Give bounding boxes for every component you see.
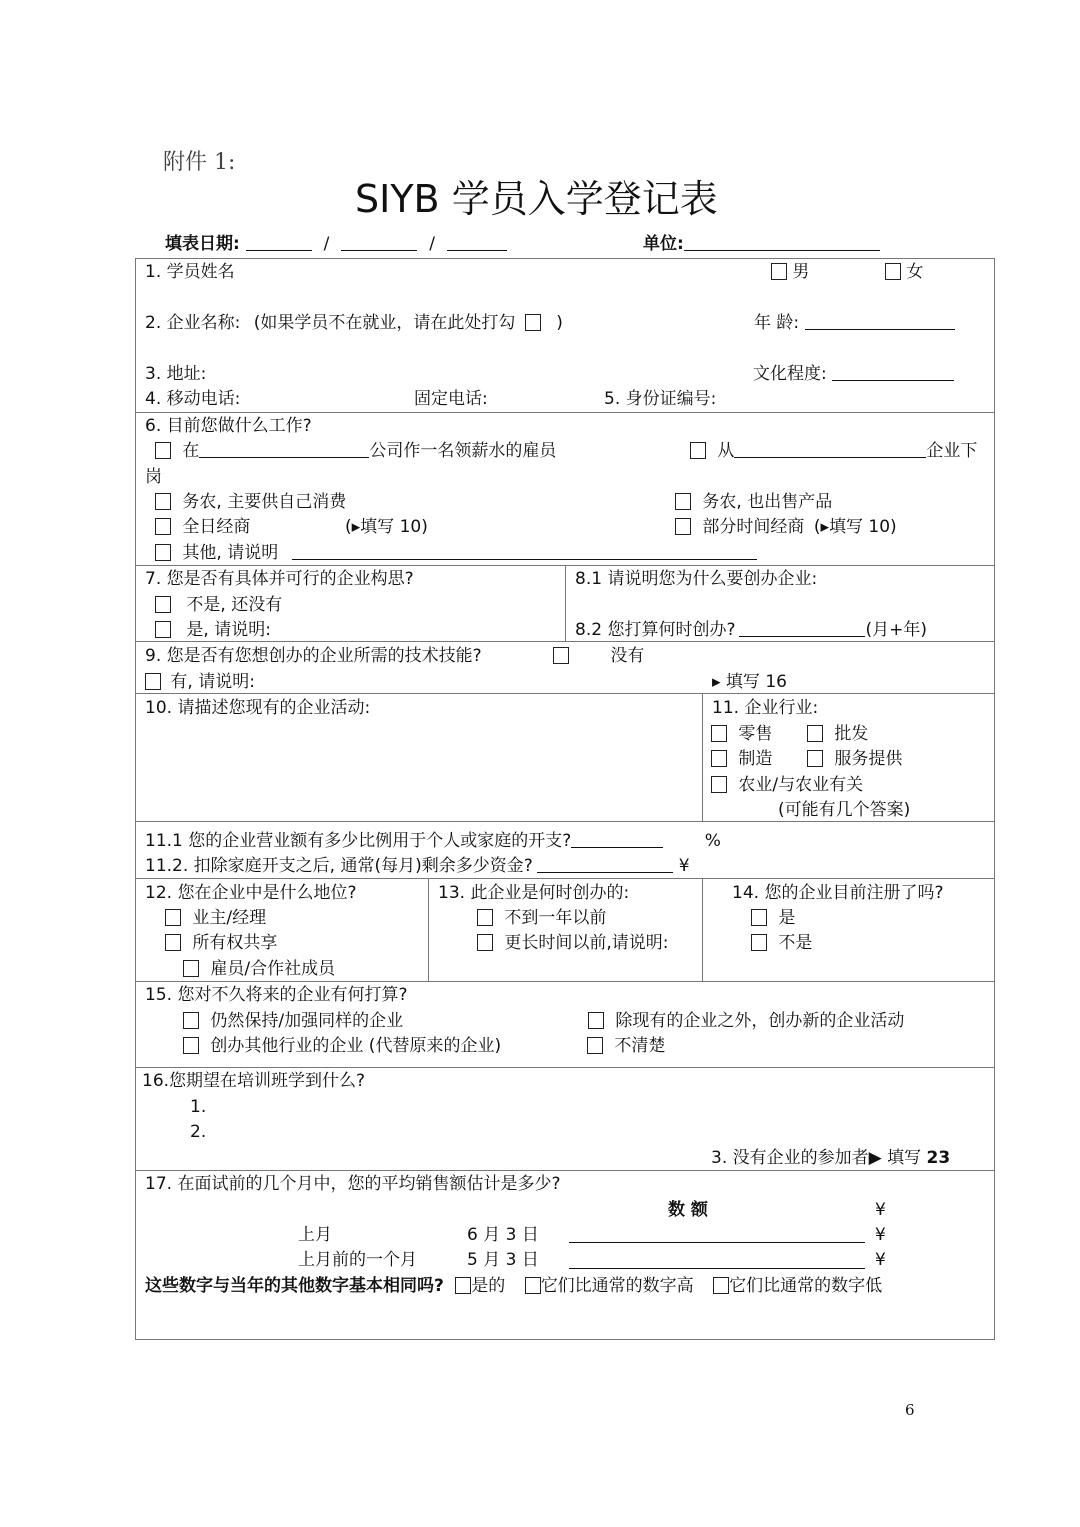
at-label: 在 [182,441,200,461]
fulltime-checkbox[interactable] [155,518,171,535]
unclear-checkbox[interactable] [587,1037,603,1054]
retail-label: 零售 [738,724,773,744]
agri-label: 农业/与农业有关 [738,775,864,795]
q15-label: 15. 您对不久将来的企业有何打算? [145,985,408,1005]
wholesale-checkbox[interactable] [807,725,823,742]
q14-label: 14. 您的企业目前注册了吗? [732,883,944,903]
divider [135,878,995,879]
company-name-row [145,313,563,333]
fulltime-label: 全日经商 [182,517,251,537]
farm-sell-checkbox[interactable] [675,493,691,510]
registered-yes [751,908,795,928]
q9-yes [145,672,255,692]
start-date-input[interactable] [739,620,865,637]
divider [135,821,995,822]
q16-item-2: 2. [190,1122,207,1142]
fill10-b: (▸填写 10) [813,517,897,537]
laidoff-label: 企业下 [926,441,978,461]
employee-label: 公司作一名领薪水的雇员 [369,441,557,461]
other-industry-checkbox[interactable] [183,1037,199,1054]
plan-unclear [587,1036,665,1056]
date-year-input[interactable] [447,234,507,251]
unemployed-note-close: ) [556,313,563,333]
page-number: 6 [905,1401,915,1419]
role-shared [165,933,277,953]
wholesale-label: 批发 [834,724,869,744]
same-label: 是的 [471,1276,506,1296]
unemployed-checkbox[interactable] [525,314,541,331]
role-member [183,959,335,979]
page-title: SIYB 学员入学登记表 [355,177,718,221]
q6-farm-self [155,492,346,512]
date-sep-1: / [323,234,330,254]
date-month-input[interactable] [341,234,417,251]
education-input[interactable] [832,364,954,381]
divider [135,693,995,694]
skills-yes-checkbox[interactable] [145,673,161,690]
prev-month-label: 上月前的一个月 [298,1250,417,1270]
fill10-a: (▸填写 10) [345,517,428,537]
q7-yes [155,620,271,640]
owner-label: 业主/经理 [192,908,267,928]
keep-checkbox[interactable] [183,1012,199,1029]
company-name-label: 2. 企业名称: [145,313,241,333]
expense-pct-input[interactable] [571,831,663,848]
education-field [753,364,954,384]
multiple-answers-note: (可能有几个答案) [778,800,911,820]
member-checkbox[interactable] [183,960,199,977]
divider [702,878,703,981]
percent-sign: % [704,831,721,851]
q12-label: 12. 您在企业中是什么地位? [145,883,357,903]
date-sep-2: / [429,234,435,254]
idea-yes-checkbox[interactable] [155,621,171,638]
compare-row [145,1276,882,1296]
new-activity-label: 除现有的企业之外，创办新的企业活动 [615,1011,905,1031]
unit-label: 单位: [643,234,684,254]
lt1-label: 不到一年以前 [504,908,607,928]
unemployed-note: (如果学员不在就业，请在此处打勾 [253,313,516,333]
divider [565,565,566,641]
other-label: 其他, 请说明 [182,543,279,563]
higher-label: 它们比通常的数字高 [540,1276,694,1296]
longer-checkbox[interactable] [477,934,493,951]
fill23-number: 23 [926,1148,951,1168]
farm-self-label: 务农, 主要供自己消费 [182,492,347,512]
divider [135,1170,995,1171]
member-label: 雇员/合作社成员 [210,959,336,979]
lt1-checkbox[interactable] [477,909,493,926]
q6-farm-sell [675,492,832,512]
manufacture-checkbox[interactable] [711,750,727,767]
last-month-yen: ¥ [875,1225,886,1245]
lower-label: 它们比通常的数字低 [729,1276,883,1296]
q6-employee [155,441,556,461]
remaining-funds-input[interactable] [537,856,673,873]
last-month-label: 上月 [298,1225,332,1245]
industry-retail [711,724,772,744]
q11-2-label: 11.2. 扣除家庭开支之后, 通常(每月)剩余多少资金? [145,856,533,876]
farm-sell-label: 务农, 也出售产品 [702,492,833,512]
plan-keep [183,1011,403,1031]
registered-yes-label: 是 [778,908,796,928]
q6-laidoff [690,441,977,461]
q7-label: 7. 您是否有具体并可行的企业构思? [145,569,414,589]
q16-item-3 [711,1148,950,1168]
unit-input[interactable] [684,234,880,251]
amount-header: 数 额 [668,1200,708,1220]
new-activity-checkbox[interactable] [588,1012,604,1029]
unclear-label: 不清楚 [614,1036,666,1056]
idea-yes-label: 是, 请说明: [186,620,271,640]
industry-wholesale [807,724,868,744]
industry-service [807,749,902,769]
divider [135,412,995,413]
q17-label: 17. 在面试前的几个月中，您的平均销售额估计是多少? [145,1174,561,1194]
age-label: 年 龄: [754,313,800,333]
divider [135,981,995,982]
founded-longer [477,933,669,953]
service-checkbox[interactable] [807,750,823,767]
landline-label: 固定电话: [414,389,488,409]
industry-manufacture [711,749,772,769]
plan-new [588,1011,904,1031]
lower-checkbox[interactable] [713,1277,729,1294]
laidoff-checkbox[interactable] [690,442,706,459]
from-label: 从 [717,441,735,461]
prev-month-date: 5 月 3 日 [467,1250,539,1270]
q8-2-row [575,620,927,640]
plan-other [183,1036,501,1056]
q16-label: 16.您期望在培训班学到什么? [142,1071,366,1091]
idea-no-label: 不是, 还没有 [186,595,283,615]
male-label: 男 [792,262,810,282]
registered-no-checkbox[interactable] [751,934,767,951]
retail-checkbox[interactable] [711,725,727,742]
mobile-label: 4. 移动电话: [145,389,241,409]
age-field [754,313,955,333]
gender-female [885,262,923,282]
compare-label: 这些数字与当年的其他数字基本相同吗? [145,1276,444,1296]
skills-none-checkbox[interactable] [553,647,569,664]
higher-checkbox[interactable] [525,1277,541,1294]
employer-input[interactable] [199,441,369,458]
q6-other [155,543,757,563]
q16-item-1: 1. [190,1097,207,1117]
farm-self-checkbox[interactable] [155,493,171,510]
divider [135,1067,995,1068]
prev-month-amount-input[interactable] [569,1268,865,1269]
address-label: 3. 地址: [145,364,207,384]
yen-sign: ¥ [678,856,690,876]
role-owner [165,908,266,928]
female-checkbox[interactable] [885,263,901,280]
amount-yen-header: ¥ [875,1200,886,1220]
unit-field [643,234,880,254]
manufacture-label: 制造 [738,749,773,769]
age-input[interactable] [805,313,955,330]
skills-yes-label: 有, 请说明: [170,672,255,692]
other-input[interactable] [292,543,757,560]
registered-no-label: 不是 [778,933,813,953]
last-month-amount-input[interactable] [569,1242,865,1243]
laidoff-label-cont: 岗 [145,467,162,487]
q13-label: 13. 此企业是何时创办的: [438,883,630,903]
former-company-input[interactable] [734,441,926,458]
female-label: 女 [906,262,924,282]
other-checkbox[interactable] [155,544,171,561]
shared-checkbox[interactable] [165,934,181,951]
founded-lt1 [477,908,606,928]
prev-month-yen: ¥ [875,1250,886,1270]
q11-1-label: 11.1 您的企业营业额有多少比例用于个人或家庭的开支? [145,831,572,851]
gender-male [771,262,809,282]
last-month-date: 6 月 3 日 [467,1225,539,1245]
longer-label: 更长时间以前,请说明: [504,933,669,953]
divider [135,641,995,642]
skills-none-label: 没有 [610,646,645,666]
month-year-label: (月+年) [865,620,927,640]
q6-label: 6. 目前您做什么工作? [145,416,312,436]
male-checkbox[interactable] [771,263,787,280]
q9-label: 9. 您是否有您想创办的企业所需的技术技能? [145,646,482,666]
student-name-label: 1. 学员姓名 [145,262,235,282]
registered-no [751,933,812,953]
service-label: 服务提供 [834,749,903,769]
attachment-label: 附件 1: [163,150,236,175]
q8-2-label: 8.2 您打算何时创办? [575,620,736,640]
fill16: ▸ 填写 16 [712,672,787,692]
q6-fulltime [155,517,250,537]
registered-yes-checkbox[interactable] [751,909,767,926]
education-label: 文化程度: [753,364,827,384]
industry-agri [711,775,863,795]
id-number-label: 5. 身份证编号: [604,389,717,409]
idea-no-checkbox[interactable] [155,596,171,613]
q9-none [553,646,644,666]
shared-label: 所有权共享 [192,933,278,953]
q7-no [155,595,282,615]
divider [702,693,703,821]
q11-1-row [145,831,721,851]
same-checkbox[interactable] [455,1277,471,1294]
divider [428,878,429,981]
owner-checkbox[interactable] [165,909,181,926]
q11-label: 11. 企业行业: [712,698,819,718]
date-field [165,234,507,254]
q8-1-label: 8.1 请说明您为什么要创办企业: [575,569,818,589]
keep-label: 仍然保持/加强同样的企业 [210,1011,404,1031]
date-day-input[interactable] [246,234,312,251]
parttime-label: 部分时间经商 [702,517,805,537]
date-label: 填表日期: [165,234,240,254]
q10-label: 10. 请描述您现有的企业活动: [145,698,371,718]
no-business-fill-label: 3. 没有企业的参加者▶ 填写 [711,1148,922,1168]
employee-checkbox[interactable] [155,442,171,459]
other-industry-label: 创办其他行业的企业 (代替原来的企业) [210,1036,502,1056]
agri-checkbox[interactable] [711,776,727,793]
q11-2-row [145,856,690,876]
parttime-checkbox[interactable] [675,518,691,535]
q6-parttime [675,517,897,537]
